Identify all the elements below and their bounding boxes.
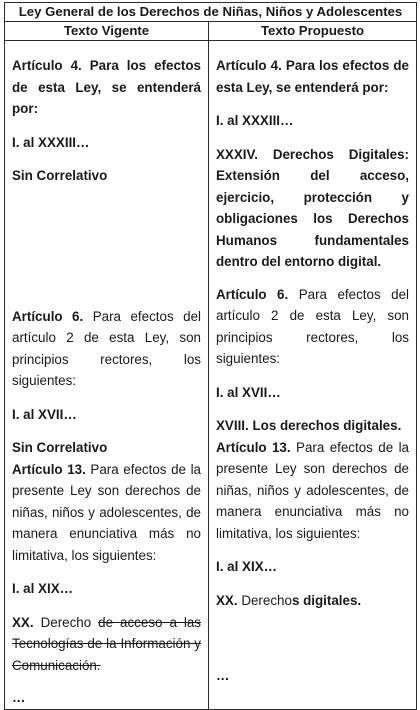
right-fraction-xviii: XVIII. Los derechos digitales. [216, 418, 402, 433]
left-sin-correlativo-2: Sin Correlativo [12, 440, 108, 455]
left-article-13 [12, 459, 201, 567]
right-article-13-label: Artículo 13. [216, 439, 291, 455]
right-article-13-text: Para efectos de la presente Ley son derechos de niñas, niños y adolescentes, de manera enunciativa más no limitativa, los siguientes: [216, 439, 409, 541]
table-title: Ley General de los Derechos de Niñas, Niños y Adolescentes [5, 3, 417, 22]
left-fractions-i-xxxiii: I. al XXXIII… [12, 134, 90, 150]
comparison-table [4, 2, 417, 710]
right-fraction-xx-text: Derecho [237, 592, 292, 608]
right-article-13 [216, 437, 409, 545]
right-article-4: Artículo 4. Para los efectos de esta Ley, se entenderá por: [216, 58, 409, 95]
left-sin-correlativo-1: Sin Correlativo [12, 168, 108, 183]
left-article-6-label: Artículo 6. [12, 308, 84, 324]
left-article-6 [12, 306, 201, 392]
left-fractions-i-xix: I. al XIX… [12, 581, 74, 596]
column-header-texto-propuesto: Texto Propuesto [209, 22, 417, 41]
right-fractions-i-xvii: I. al XVII… [216, 384, 281, 400]
left-fraction-xx [12, 612, 201, 677]
right-fraction-xxxiv: XXXIV. Derechos Digitales: Extensión del acceso, ejercicio, protección y obligaciones los Derechos Humanos fundamentales dentro del entorno digital. [216, 146, 409, 269]
left-article-6-text: Para efectos del artículo 2 de esta Ley, son principios rectores, los siguientes: [12, 308, 201, 388]
column-texto-vigente [5, 41, 209, 710]
right-fractions-i-xix: I. al XIX… [216, 559, 278, 574]
column-header-texto-vigente: Texto Vigente [5, 22, 209, 41]
column-texto-propuesto [209, 41, 417, 710]
left-fraction-xx-label: XX. [12, 614, 34, 630]
right-article-6-label: Artículo 6. [216, 286, 289, 302]
left-article-13-text: Para efectos de la presente Ley son derechos de niñas, niños y adolescentes, de manera enunciativa más no limitativa, los siguientes: [12, 461, 201, 563]
left-article-4-text: Para los efectos de esta Ley, se entenderá por: [12, 58, 201, 116]
left-fractions-i-xvii: I. al XVII… [12, 406, 77, 422]
right-fraction-xx-bold-text: s digitales. [291, 592, 362, 608]
left-fraction-xx-struck-text: de acceso a las Tecnologías de la Información y Comunicación. [12, 614, 201, 673]
right-fraction-xx-label: XX. [216, 592, 238, 608]
right-fractions-i-xxxiii: I. al XXXIII… [216, 113, 294, 128]
left-ellipsis: … [12, 690, 26, 705]
left-article-4 [12, 55, 201, 120]
right-article-6-text: Para efectos del artículo 2 de esta Ley, son principios rectores, los siguientes: [216, 286, 409, 366]
right-article-6 [216, 284, 409, 370]
left-fraction-xx-text: Derecho [33, 614, 99, 630]
right-fraction-xx [216, 590, 409, 612]
left-article-13-label: Artículo 13. [12, 461, 86, 477]
left-article-4-label: Artículo 4. [12, 58, 82, 73]
right-ellipsis: … [216, 668, 230, 683]
